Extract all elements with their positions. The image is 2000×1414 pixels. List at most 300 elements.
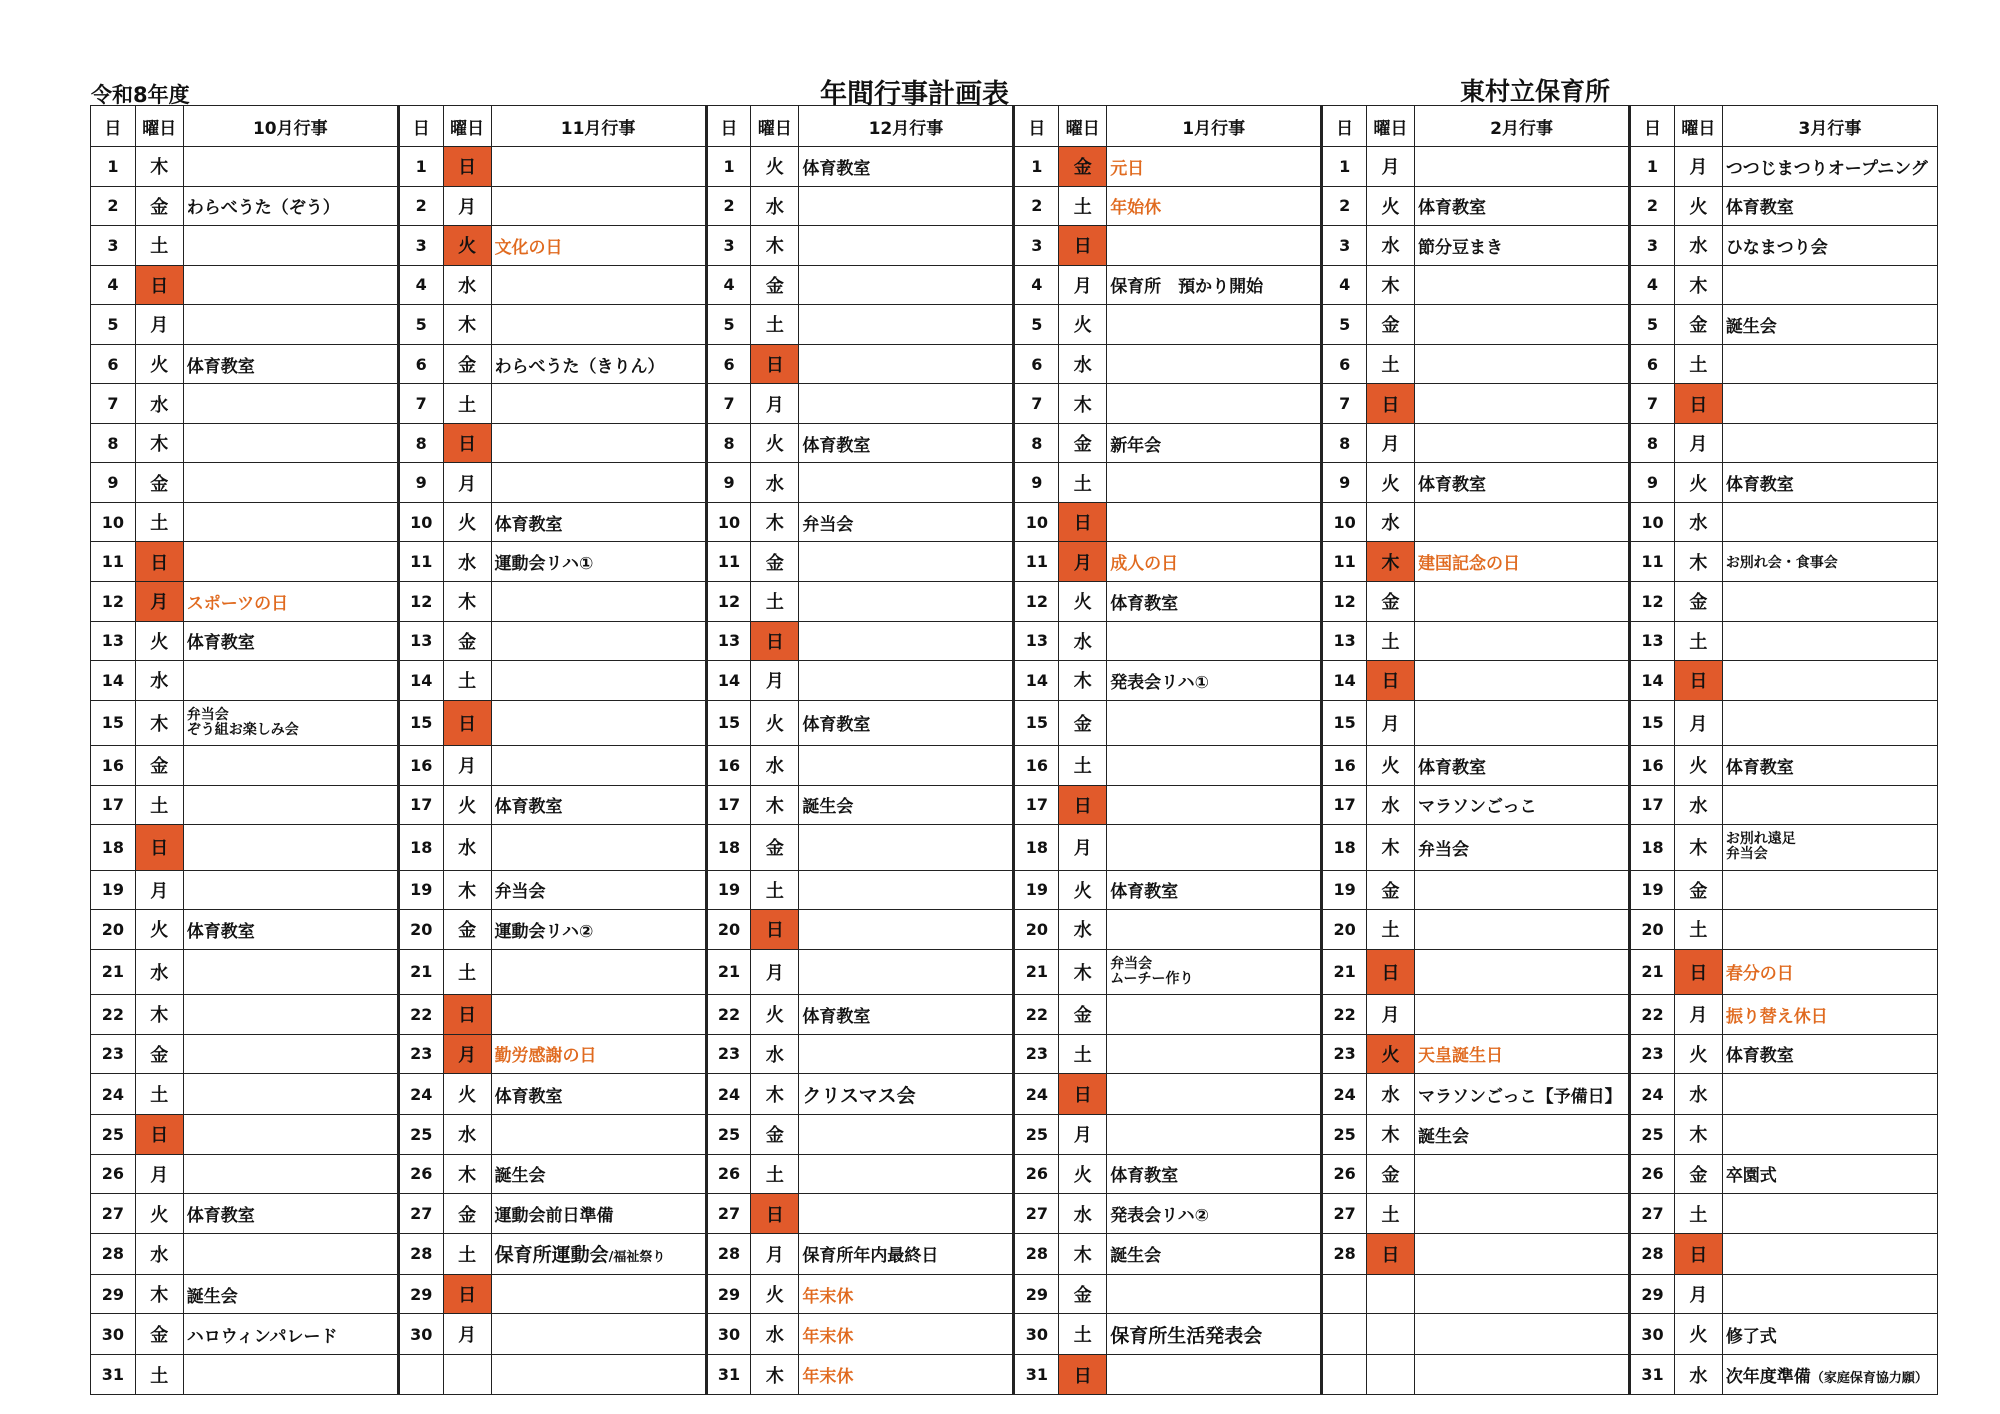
weekday-cell: 土 (751, 1154, 799, 1194)
event-cell (1722, 423, 1937, 463)
weekday-cell: 金 (751, 825, 799, 870)
event-text: 建国記念の日 (1418, 554, 1520, 575)
day-number-cell (1322, 1274, 1367, 1314)
event-cell (799, 1194, 1014, 1234)
weekday-cell: 金 (1674, 305, 1722, 345)
weekday-cell (1367, 1314, 1415, 1355)
month-events-header: 1月行事 (1107, 106, 1322, 147)
day-number-cell: 2 (1014, 186, 1059, 226)
event-cell (183, 1074, 398, 1115)
day-number-cell: 1 (706, 147, 751, 187)
day-number-cell: 30 (398, 1314, 443, 1355)
table-row (91, 305, 1938, 345)
day-number-cell: 1 (398, 147, 443, 187)
event-cell (491, 582, 706, 622)
weekday-cell: 水 (135, 384, 183, 424)
weekday-cell: 土 (135, 785, 183, 825)
weekday-cell: 土 (1674, 1194, 1722, 1234)
day-number-cell: 21 (1630, 949, 1675, 994)
event-text: クリスマス会 (802, 1084, 916, 1107)
event-text: お別れ会・食事会 (1725, 554, 1838, 571)
day-number-cell: 27 (91, 1194, 136, 1234)
event-cell (799, 949, 1014, 994)
event-cell (491, 621, 706, 661)
weekday-cell: 金 (443, 621, 491, 661)
day-number-cell: 20 (1322, 910, 1367, 950)
day-number-cell: 8 (1014, 423, 1059, 463)
event-text: 修了式 (1725, 1326, 1777, 1347)
day-number-cell (1322, 1314, 1367, 1355)
day-number-cell: 26 (1630, 1154, 1675, 1194)
day-number-cell: 23 (1322, 1034, 1367, 1074)
weekday-cell: 金 (135, 746, 183, 786)
event-cell (491, 700, 706, 745)
day-number-cell: 17 (1630, 785, 1675, 825)
day-number-cell: 2 (1322, 186, 1367, 226)
event-cell (1415, 1115, 1630, 1155)
day-number-cell: 27 (1630, 1194, 1675, 1234)
event-text: マラソンごっこ【予備日】 (1418, 1086, 1622, 1107)
event-cell (1107, 147, 1322, 187)
event-cell (491, 1233, 706, 1274)
weekday-cell: 月 (1674, 995, 1722, 1035)
weekday-cell-holiday: 日 (1059, 785, 1107, 825)
weekday-cell: 金 (135, 186, 183, 226)
weekday-cell: 木 (1059, 384, 1107, 424)
day-number-cell: 12 (398, 582, 443, 622)
event-cell (799, 265, 1014, 305)
event-cell (183, 502, 398, 542)
weekday-cell (1367, 1274, 1415, 1314)
day-column-header: 日 (1014, 106, 1059, 147)
event-cell (1722, 1233, 1937, 1274)
weekday-cell: 土 (443, 384, 491, 424)
event-cell (1722, 384, 1937, 424)
day-number-cell: 26 (1322, 1154, 1367, 1194)
weekday-cell: 火 (135, 344, 183, 384)
day-number-cell: 5 (1630, 305, 1675, 345)
day-number-cell: 6 (706, 344, 751, 384)
event-cell (1107, 785, 1322, 825)
day-number-cell: 5 (398, 305, 443, 345)
weekday-cell-holiday: 月 (135, 582, 183, 622)
weekday-cell: 水 (1367, 226, 1415, 266)
table-row (91, 910, 1938, 950)
annual-event-calendar (90, 105, 1938, 1395)
day-number-cell: 3 (706, 226, 751, 266)
event-cell (1722, 870, 1937, 910)
day-column-header: 日 (1322, 106, 1367, 147)
weekday-cell: 木 (751, 502, 799, 542)
event-cell (491, 910, 706, 950)
day-number-cell: 21 (398, 949, 443, 994)
weekday-cell (443, 1355, 491, 1395)
event-text: 体育教室 (186, 356, 255, 377)
event-text: 保育所生活発表会 (1110, 1324, 1263, 1347)
day-number-cell: 19 (1014, 870, 1059, 910)
weekday-cell-holiday: 日 (1674, 384, 1722, 424)
weekday-cell: 水 (1059, 344, 1107, 384)
event-line: 弁当会 (1110, 955, 1153, 972)
weekday-cell: 木 (135, 700, 183, 745)
weekday-column-header: 曜日 (1674, 106, 1722, 147)
weekday-cell: 火 (1674, 186, 1722, 226)
day-number-cell: 29 (91, 1274, 136, 1314)
day-number-cell: 23 (398, 1034, 443, 1074)
weekday-cell-holiday: 日 (1059, 226, 1107, 266)
event-subtext: /福祉祭り (608, 1250, 666, 1266)
table-row (91, 700, 1938, 745)
event-cell (1107, 463, 1322, 503)
event-cell (491, 305, 706, 345)
weekday-cell: 水 (1059, 910, 1107, 950)
day-number-cell: 12 (1014, 582, 1059, 622)
weekday-cell: 土 (443, 661, 491, 701)
month-events-header: 11月行事 (491, 106, 706, 147)
weekday-cell: 火 (135, 910, 183, 950)
weekday-cell: 木 (751, 785, 799, 825)
event-text: 体育教室 (1418, 475, 1486, 496)
day-number-cell: 28 (398, 1233, 443, 1274)
day-number-cell: 28 (1014, 1233, 1059, 1274)
event-cell (1722, 949, 1937, 994)
day-number-cell: 25 (1322, 1115, 1367, 1155)
weekday-cell: 火 (1059, 870, 1107, 910)
event-cell (1107, 1355, 1322, 1395)
event-cell (183, 1355, 398, 1395)
day-number-cell: 19 (1322, 870, 1367, 910)
event-text: 勤労感謝の日 (494, 1046, 597, 1067)
event-cell (799, 1233, 1014, 1274)
day-number-cell: 11 (1014, 542, 1059, 582)
weekday-column-header: 曜日 (443, 106, 491, 147)
day-number-cell: 10 (91, 502, 136, 542)
event-cell (1722, 186, 1937, 226)
day-number-cell: 18 (1630, 825, 1675, 870)
event-cell (1722, 1115, 1937, 1155)
event-cell (183, 226, 398, 266)
weekday-cell: 水 (1674, 502, 1722, 542)
event-cell (1415, 265, 1630, 305)
weekday-cell: 土 (1059, 746, 1107, 786)
day-number-cell: 17 (1014, 785, 1059, 825)
weekday-cell: 土 (1059, 1314, 1107, 1355)
day-number-cell: 25 (1014, 1115, 1059, 1155)
event-cell (799, 502, 1014, 542)
event-cell (491, 995, 706, 1035)
event-cell (1722, 700, 1937, 745)
event-cell (1722, 226, 1937, 266)
day-number-cell: 12 (91, 582, 136, 622)
table-row (91, 1233, 1938, 1274)
weekday-cell: 火 (1059, 1154, 1107, 1194)
day-number-cell: 9 (1014, 463, 1059, 503)
event-cell (1107, 582, 1322, 622)
event-text: 年末休 (802, 1367, 854, 1388)
day-number-cell: 3 (91, 226, 136, 266)
event-cell (1722, 463, 1937, 503)
event-cell (491, 1194, 706, 1234)
day-number-cell: 13 (1630, 621, 1675, 661)
weekday-cell: 木 (1059, 1233, 1107, 1274)
day-number-cell: 24 (398, 1074, 443, 1115)
event-cell (1107, 949, 1322, 994)
day-number-cell: 28 (1322, 1233, 1367, 1274)
weekday-cell: 月 (1059, 1115, 1107, 1155)
event-cell (183, 542, 398, 582)
event-cell (1722, 746, 1937, 786)
day-number-cell: 20 (1014, 910, 1059, 950)
event-text: 体育教室 (494, 514, 563, 535)
event-line: 弁当会 (186, 706, 229, 723)
event-cell (183, 1154, 398, 1194)
event-text: わらべうた（ぞう） (186, 198, 340, 219)
day-number-cell: 7 (91, 384, 136, 424)
event-cell (183, 746, 398, 786)
weekday-cell: 土 (1367, 621, 1415, 661)
event-cell (1107, 1034, 1322, 1074)
weekday-cell: 水 (1674, 785, 1722, 825)
weekday-cell: 月 (1059, 825, 1107, 870)
weekday-cell: 木 (751, 1355, 799, 1395)
event-cell (799, 1274, 1014, 1314)
weekday-cell: 木 (135, 423, 183, 463)
event-cell (491, 265, 706, 305)
table-row (91, 1154, 1938, 1194)
event-text: 体育教室 (1725, 1046, 1794, 1067)
weekday-cell: 木 (1674, 1115, 1722, 1155)
event-cell (1722, 265, 1937, 305)
event-text: 運動会前日準備 (494, 1206, 614, 1227)
event-cell (1415, 785, 1630, 825)
weekday-cell-holiday: 日 (135, 542, 183, 582)
event-cell (1107, 1115, 1322, 1155)
event-text: 春分の日 (1725, 964, 1794, 985)
event-cell (491, 825, 706, 870)
event-cell (799, 1074, 1014, 1115)
weekday-cell: 水 (1059, 1194, 1107, 1234)
weekday-cell-holiday: 日 (751, 621, 799, 661)
day-number-cell: 9 (91, 463, 136, 503)
day-number-cell: 22 (1014, 995, 1059, 1035)
event-cell (183, 785, 398, 825)
weekday-cell: 水 (443, 265, 491, 305)
weekday-cell: 木 (443, 1154, 491, 1194)
weekday-column-header: 曜日 (1367, 106, 1415, 147)
weekday-cell: 金 (135, 1314, 183, 1355)
event-cell (1415, 305, 1630, 345)
day-number-cell: 18 (398, 825, 443, 870)
weekday-cell-holiday: 日 (1674, 949, 1722, 994)
day-number-cell: 9 (398, 463, 443, 503)
table-row (91, 621, 1938, 661)
weekday-cell-holiday: 日 (751, 1194, 799, 1234)
event-cell (1415, 1034, 1630, 1074)
event-cell (183, 1233, 398, 1274)
event-text: 体育教室 (186, 1206, 255, 1227)
weekday-cell: 火 (1674, 1314, 1722, 1355)
event-cell (1415, 542, 1630, 582)
event-cell (491, 1154, 706, 1194)
day-number-cell: 13 (1014, 621, 1059, 661)
day-number-cell: 30 (1014, 1314, 1059, 1355)
weekday-column-header: 曜日 (1059, 106, 1107, 147)
event-cell (1107, 825, 1322, 870)
day-number-cell: 4 (1322, 265, 1367, 305)
event-cell (1415, 1233, 1630, 1274)
weekday-cell: 火 (1674, 463, 1722, 503)
event-cell (799, 582, 1014, 622)
day-number-cell: 7 (1014, 384, 1059, 424)
event-cell (491, 1274, 706, 1314)
weekday-cell: 月 (751, 661, 799, 701)
day-number-cell: 14 (1630, 661, 1675, 701)
day-number-cell: 11 (91, 542, 136, 582)
event-cell (183, 463, 398, 503)
event-cell (1107, 384, 1322, 424)
event-cell (491, 661, 706, 701)
weekday-cell: 月 (1674, 147, 1722, 187)
weekday-cell: 土 (1674, 344, 1722, 384)
weekday-cell-holiday: 日 (1367, 384, 1415, 424)
weekday-cell: 木 (135, 995, 183, 1035)
event-cell (491, 542, 706, 582)
day-column-header: 日 (398, 106, 443, 147)
table-row (91, 463, 1938, 503)
event-cell (491, 226, 706, 266)
table-row (91, 582, 1938, 622)
event-text: 運動会リハ① (494, 554, 594, 575)
day-number-cell: 23 (1630, 1034, 1675, 1074)
event-cell (1415, 344, 1630, 384)
event-text: 卒園式 (1725, 1166, 1777, 1187)
weekday-cell: 土 (135, 502, 183, 542)
weekday-cell: 金 (1059, 995, 1107, 1035)
event-cell (799, 700, 1014, 745)
weekday-cell: 火 (443, 1074, 491, 1115)
weekday-cell: 火 (751, 423, 799, 463)
weekday-cell-holiday: 火 (1367, 1034, 1415, 1074)
day-number-cell (398, 1355, 443, 1395)
weekday-cell (1367, 1355, 1415, 1395)
day-number-cell: 18 (1014, 825, 1059, 870)
event-line: お別れ遠足 (1725, 831, 1796, 848)
day-number-cell: 20 (1630, 910, 1675, 950)
event-cell (183, 582, 398, 622)
weekday-cell-holiday: 日 (443, 147, 491, 187)
weekday-cell: 土 (1059, 1034, 1107, 1074)
day-number-cell: 10 (398, 502, 443, 542)
weekday-cell-holiday: 日 (751, 910, 799, 950)
weekday-cell-holiday: 日 (1367, 1233, 1415, 1274)
event-cell (183, 1115, 398, 1155)
day-number-cell: 25 (706, 1115, 751, 1155)
table-row (91, 661, 1938, 701)
event-cell (799, 1314, 1014, 1355)
event-cell (491, 344, 706, 384)
day-number-cell: 8 (1630, 423, 1675, 463)
weekday-cell-holiday: 月 (443, 1034, 491, 1074)
event-text: 体育教室 (186, 633, 255, 654)
weekday-cell: 木 (751, 1074, 799, 1115)
day-number-cell: 16 (1322, 746, 1367, 786)
event-cell (1722, 1154, 1937, 1194)
weekday-cell-holiday: 日 (135, 1115, 183, 1155)
day-number-cell: 9 (1630, 463, 1675, 503)
table-row (91, 384, 1938, 424)
event-cell (799, 1034, 1014, 1074)
weekday-cell: 土 (135, 1355, 183, 1395)
day-number-cell: 1 (1322, 147, 1367, 187)
event-cell (1415, 463, 1630, 503)
day-number-cell: 4 (706, 265, 751, 305)
event-cell (491, 1074, 706, 1115)
day-number-cell: 13 (1322, 621, 1367, 661)
event-cell (491, 186, 706, 226)
weekday-cell-holiday: 金 (1059, 147, 1107, 187)
day-number-cell: 3 (1014, 226, 1059, 266)
weekday-cell: 火 (751, 1274, 799, 1314)
weekday-cell: 木 (135, 1274, 183, 1314)
weekday-cell-holiday: 日 (443, 1274, 491, 1314)
weekday-cell: 金 (1674, 870, 1722, 910)
event-cell (1415, 186, 1630, 226)
day-number-cell: 20 (91, 910, 136, 950)
day-number-cell: 23 (1014, 1034, 1059, 1074)
event-text: 体育教室 (186, 921, 255, 942)
weekday-cell-holiday: 木 (1367, 542, 1415, 582)
day-number-cell: 5 (1014, 305, 1059, 345)
event-cell (1107, 661, 1322, 701)
day-number-cell: 6 (398, 344, 443, 384)
day-number-cell: 15 (1630, 700, 1675, 745)
day-number-cell: 19 (1630, 870, 1675, 910)
event-text: 体育教室 (494, 797, 563, 818)
event-text: 誕生会 (802, 797, 854, 818)
day-number-cell: 29 (1014, 1274, 1059, 1314)
weekday-cell: 金 (443, 344, 491, 384)
day-number-cell: 27 (1322, 1194, 1367, 1234)
event-cell (1722, 1194, 1937, 1234)
weekday-cell: 土 (135, 1074, 183, 1115)
day-number-cell: 25 (398, 1115, 443, 1155)
weekday-cell: 金 (443, 1194, 491, 1234)
weekday-cell-holiday: 火 (443, 226, 491, 266)
day-number-cell: 4 (1630, 265, 1675, 305)
event-cell (799, 910, 1014, 950)
weekday-cell-holiday: 日 (135, 825, 183, 870)
event-cell (491, 746, 706, 786)
day-number-cell: 12 (1322, 582, 1367, 622)
weekday-cell: 金 (135, 1034, 183, 1074)
weekday-cell-holiday: 日 (1674, 1233, 1722, 1274)
day-number-cell: 11 (398, 542, 443, 582)
event-text: 体育教室 (1418, 757, 1486, 778)
weekday-cell: 金 (135, 463, 183, 503)
table-row (91, 186, 1938, 226)
day-number-cell: 31 (1630, 1355, 1675, 1395)
event-cell (1415, 995, 1630, 1035)
event-text: 誕生会 (494, 1166, 546, 1187)
day-number-cell: 18 (91, 825, 136, 870)
day-number-cell: 15 (1014, 700, 1059, 745)
event-cell (1107, 621, 1322, 661)
day-number-cell: 26 (398, 1154, 443, 1194)
day-number-cell: 8 (1322, 423, 1367, 463)
day-number-cell: 30 (706, 1314, 751, 1355)
day-number-cell: 8 (398, 423, 443, 463)
event-cell (799, 147, 1014, 187)
